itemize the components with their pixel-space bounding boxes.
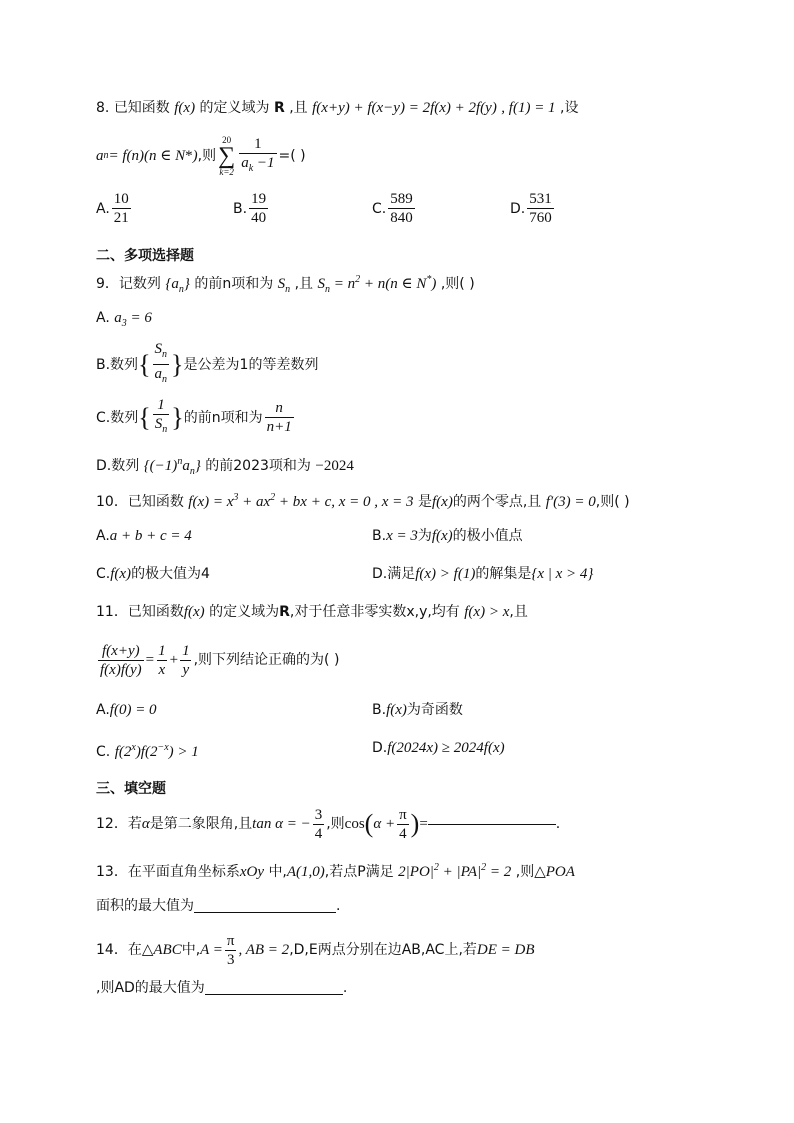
q11-option-c[interactable]: C. $f(2^x)f(2^{-x}) > 1$ — [96, 742, 199, 760]
q12-answer-blank[interactable] — [428, 824, 556, 825]
q11-stem-line1: 11．已知函数f(x) 的定义域为R,对于任意非零实数x,y,均有 f(x) > x,且 — [96, 604, 528, 620]
q9-option-d[interactable]: D.数列 $\{(-1)^na_n\}$ 的前2023项和为 −2024 — [96, 456, 354, 477]
sigma-sum: 20 ∑ k=2 — [218, 135, 236, 177]
q14-answer-blank[interactable] — [205, 994, 343, 995]
q9-option-c[interactable]: C.数列 { 1 $S_n$ } 的前n项和为 n n+1 — [96, 396, 296, 439]
q10-stem: 10．已知函数 $f(x) = x^3 + ax^2$ + bx + c, x = 0 , x = 3 是f(x)的两个零点,且 f′(3) = 0,则( ) — [96, 492, 630, 510]
q11-option-a[interactable]: A.f(0) = 0 — [96, 702, 157, 718]
q11-lhs-fraction: $\frac{f(x+y)}{f(x)f(y)}$ — [100, 642, 142, 678]
q9-option-a[interactable]: A. $a_3 = 6$ — [96, 310, 152, 329]
q8-number: 8. — [96, 100, 110, 116]
q8-line1: 8. 已知函数 f(x) 的定义域为 R ,且 f(x+y) + f(x−y) = 2f(x) + 2f(y) , f(1) = 1 ,设 — [96, 100, 579, 116]
q14-line2: ,则AD的最大值为 . — [96, 980, 348, 996]
q13-answer-blank[interactable] — [194, 912, 336, 913]
q8-option-c[interactable]: C. 589 840 — [372, 191, 413, 226]
q11-option-d[interactable]: D.f(2024x) ≥ 2024f(x) — [372, 740, 505, 756]
q12-stem: 12． 若 α 是第二象限角,且 tan α = − $\frac{3}{4}$ ,则 cos ( α + $\frac{\pi}{4}$ ) = . — [96, 806, 561, 842]
q10-option-d[interactable]: D.满足f(x) > f(1)的解集是{x | x > 4} — [372, 566, 594, 582]
q14-stem: 14． 在 △ABC 中, A = $\frac{\pi}{3}$ , AB = 2 ,D,E两点分别在边AB,AC上,若 DE = DB — [96, 932, 535, 968]
section-title-fill-blank: 三、填空题 — [96, 781, 166, 797]
q13-stem: 13．在平面直角坐标系xOy 中,A(1,0),若点P满足 $2|PO|^2 + |PA|^2 = 2$ ,则△POA — [96, 862, 575, 880]
q13-line2: 面积的最大值为 . — [96, 898, 341, 914]
q8-sum-fraction: $\frac{1}{a_k -1}$ — [239, 135, 276, 178]
q11-option-b[interactable]: B.f(x)为奇函数 — [372, 702, 463, 718]
q8-option-b[interactable]: B. 19 40 — [233, 191, 267, 226]
q10-option-c[interactable]: C.f(x)的极大值为4 — [96, 566, 210, 582]
section-title-multiple-choice: 二、多项选择题 — [96, 248, 194, 264]
q9-option-b[interactable]: B.数列 { $S_n$ $a_n$ } 是公差为1的等差数列 — [96, 340, 318, 389]
q9-stem: 9．记数列 $\{a_n\}$ 的前n项和为 $S_n$ ,且 $S_n = n^2 + n(n$ ∈ N*) ,则( ) — [96, 274, 475, 295]
q8-option-a[interactable]: A. 10 21 — [96, 191, 129, 226]
q8-line2: a n = f(n)(n ∈ N * ) ,则 20 ∑ k=2 $\frac{1}{a_k -1}$ =( ) — [96, 135, 306, 177]
q10-option-b[interactable]: B.x = 3为f(x)的极小值点 — [372, 528, 523, 544]
q10-option-a[interactable]: A.a + b + c = 4 — [96, 528, 192, 544]
q8-option-d[interactable]: D. 531 760 — [510, 191, 552, 226]
q11-stem-line2: $\frac{f(x+y)}{f(x)f(y)}$ = $\frac{1}{x}$ + $\frac{1}{y}$ ,则下列结论正确的为( ) — [100, 642, 340, 678]
